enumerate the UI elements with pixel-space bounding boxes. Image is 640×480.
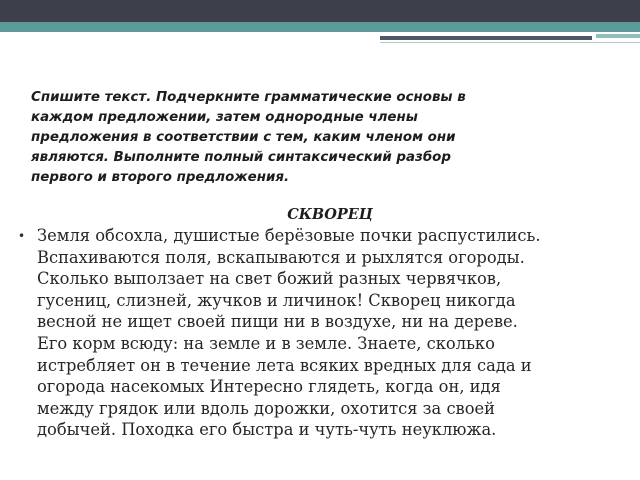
header-decor-line: [380, 42, 640, 43]
header-band-dark: [0, 0, 640, 22]
body-line: огорода насекомых Интересно глядеть, когда он, идя: [37, 377, 501, 397]
instruction-line: каждом предложении, затем однородные члены: [31, 110, 418, 125]
body-line: Вспахиваются поля, вскапываются и рыхлятся огороды.: [37, 247, 525, 267]
text-body: [37, 225, 622, 441]
header-decor-bar: [380, 36, 592, 40]
body-line: между грядок или вдоль дорожки, охотится за своей: [37, 398, 496, 418]
body-line: Его корм всюду: на земле и в земле. Знаете, сколько: [37, 333, 495, 353]
bullet-icon: •: [18, 229, 26, 243]
header-band-accent: [0, 22, 640, 32]
body-line: Земля обсохла, душистые берёзовые почки распустились.: [37, 226, 541, 245]
body-line: истребляет он в течение лета всяких вредных для сада и: [37, 355, 532, 375]
body-line: весной не ищет своей пищи ни в воздухе, ни на дереве.: [37, 312, 518, 332]
instruction-line: Спишите текст. Подчеркните грамматические основы в: [31, 90, 466, 105]
text-title: СКВОРЕЦ: [287, 206, 373, 223]
body-line: гусениц, слизней, жучков и личинок! Скворец никогда: [37, 290, 516, 310]
header-band-gap: [0, 32, 640, 34]
task-instruction: [31, 88, 591, 188]
instruction-line: являются. Выполните полный синтаксический разбор: [31, 150, 451, 165]
body-line: добычей. Походка его быстра и чуть-чуть неуклюжа.: [37, 420, 497, 440]
instruction-line: первого и второго предложения.: [31, 170, 290, 185]
instruction-line: предложения в соответствии с тем, каким членом они: [31, 130, 456, 145]
header-decor-bar-light: [596, 34, 640, 38]
body-line: Сколько выползает на свет божий разных червячков,: [37, 269, 502, 289]
